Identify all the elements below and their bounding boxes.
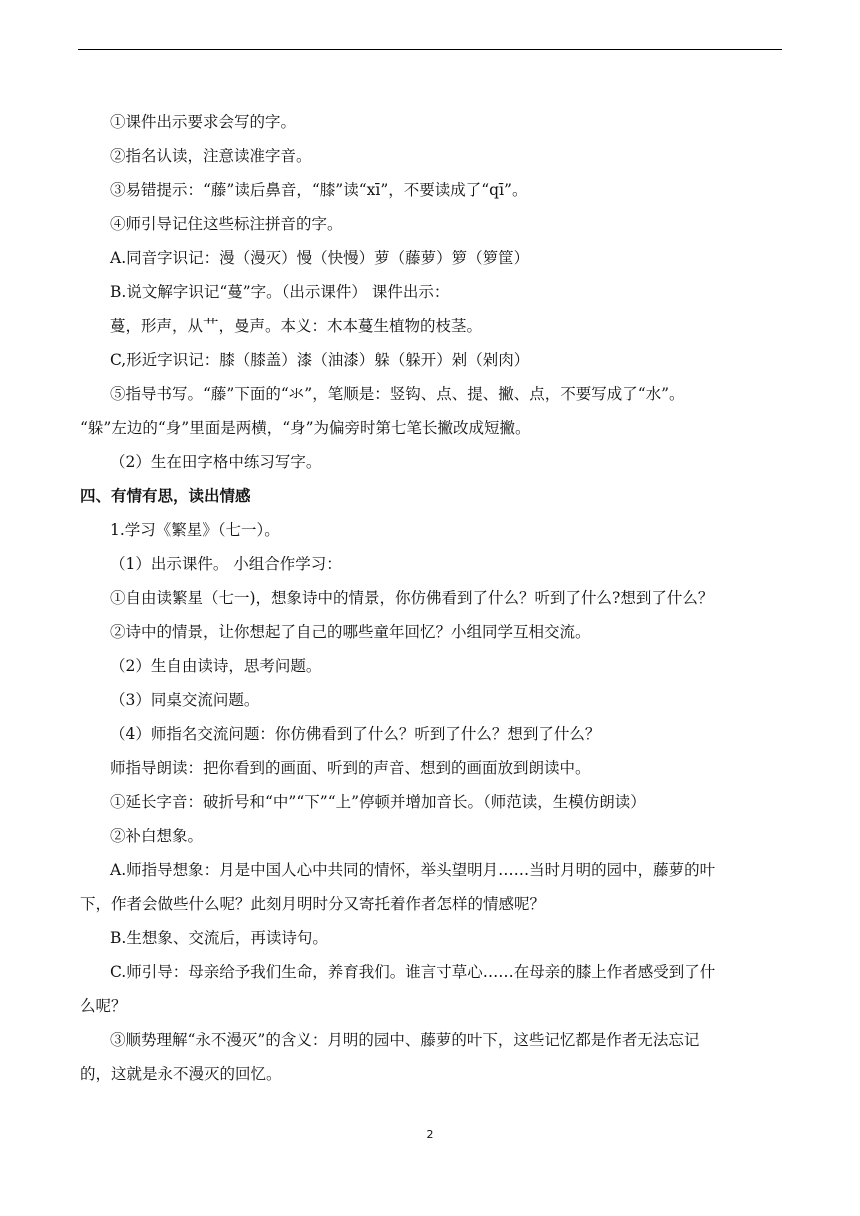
text-line: “躲”左边的“身”里面是两横，“身”为偏旁时第七笔长撇改成短撇。 bbox=[80, 419, 531, 437]
text-line: 么呢？ bbox=[80, 997, 127, 1015]
text-line: ①自由读繁星（七一)，想象诗中的情景，你仿佛看到了什么？听到了什么?想到了什么？ bbox=[110, 589, 714, 607]
text-line: 下，作者会做些什么呢？此刻月明时分又寄托着作者怎样的情感呢？ bbox=[80, 895, 546, 913]
text-line: 的，这就是永不漫灭的回忆。 bbox=[80, 1065, 282, 1083]
text-line: 蔓，形声，从艹，曼声。本义：木本蔓生植物的枝茎。 bbox=[110, 317, 483, 335]
page-number: 2 bbox=[426, 1128, 434, 1141]
text-line: C.师引导：母亲给予我们生命，养育我们。谁言寸草心……在母亲的膝上作者感受到了什 bbox=[110, 963, 716, 981]
text-line: B.说文解字识记“蔓”字。（出示课件） 课件出示： bbox=[110, 283, 450, 301]
text-line: C,形近字识记：膝（膝盖）漆（油漆）躲（躲开）剁（剁肉） bbox=[110, 351, 530, 369]
document-body bbox=[80, 105, 780, 1091]
text-line: ①延长字音：破折号和“中”“下”“上”停顿并增加音长。（师范读，生模仿朗读） bbox=[110, 793, 646, 811]
text-line: A.同音字识记：漫（漫灭）慢（快慢）萝（藤萝）箩（箩筐） bbox=[110, 249, 530, 267]
text-line: ①课件出示要求会写的字。 bbox=[110, 113, 297, 131]
text-line: ②指名认读，注意读准字音。 bbox=[110, 147, 312, 165]
text-line: ⑤指导书写。“藤”下面的“氺”，笔顺是：竖钩、点、提、撇、点，不要写成了“水”。 bbox=[110, 385, 685, 403]
text-line: （3）同桌交流问题。 bbox=[110, 691, 260, 709]
text-line: ②诗中的情景，让你想起了自己的哪些童年回忆？小组同学互相交流。 bbox=[110, 623, 591, 641]
header-rule bbox=[78, 49, 782, 50]
section-heading: 四、有情有思，读出情感 bbox=[80, 487, 251, 505]
text-line: ③易错提示：“藤”读后鼻音，“膝”读“xī”，不要读成了“qī”。 bbox=[110, 181, 528, 199]
text-line: （2）生在田字格中练习写字。 bbox=[110, 453, 322, 471]
text-line: A.师指导想象：月是中国人心中共同的情怀，举头望明月……当时月明的园中，藤萝的叶 bbox=[110, 861, 716, 879]
text-line: ③顺势理解“永不漫灭”的含义：月明的园中、藤萝的叶下，这些记忆都是作者无法忘记 bbox=[110, 1031, 700, 1049]
text-line: ②补白想象。 bbox=[110, 827, 204, 845]
text-line: （1）出示课件。 小组合作学习： bbox=[110, 555, 342, 573]
text-line: （4）师指名交流问题：你仿佛看到了什么？听到了什么？想到了什么？ bbox=[110, 725, 601, 743]
text-line: 1.学习《繁星》（七一）。 bbox=[110, 521, 280, 539]
text-line: （2）生自由读诗，思考问题。 bbox=[110, 657, 322, 675]
text-line: 师指导朗读：把你看到的画面、听到的声音、想到的画面放到朗读中。 bbox=[110, 759, 591, 777]
text-line: ④师引导记住这些标注拼音的字。 bbox=[110, 215, 343, 233]
text-line: B.生想象、交流后，再读诗句。 bbox=[110, 929, 328, 947]
